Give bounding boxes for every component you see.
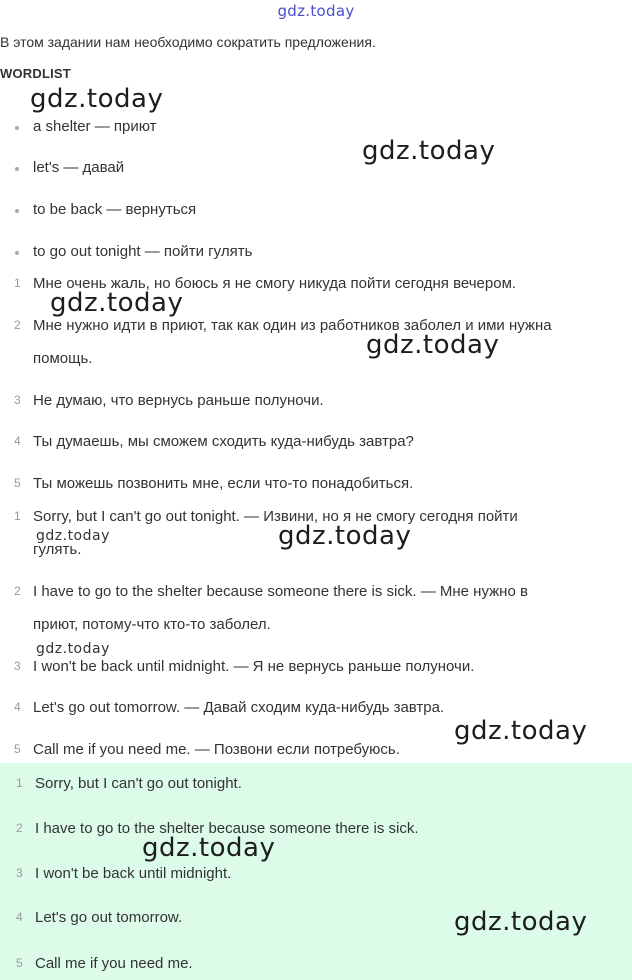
watermark: gdz.today: [36, 641, 110, 657]
watermark: gdz.today: [366, 330, 500, 360]
watermark: gdz.today: [454, 716, 588, 746]
wordlist-title: WORDLIST: [0, 66, 71, 81]
bullet-icon: [15, 251, 19, 255]
watermark: gdz.today: [454, 907, 588, 937]
bullet-icon: [15, 167, 19, 171]
bullet-icon: [15, 209, 19, 213]
site-watermark-header: gdz.today: [277, 2, 355, 20]
task-intro: В этом задании нам необходимо сократить предложения.: [0, 34, 376, 50]
watermark: gdz.today: [30, 84, 164, 114]
watermark: gdz.today: [36, 528, 110, 544]
watermark: gdz.today: [362, 136, 496, 166]
bullet-icon: [15, 126, 19, 130]
watermark: gdz.today: [50, 288, 184, 318]
watermark: gdz.today: [278, 521, 412, 551]
watermark: gdz.today: [142, 833, 276, 863]
answer-box: 1 Sorry, but I can't go out tonight. 2 I have to go to the shelter because someone there is sick. 3 I won't be back until midnight. 4 Let's go out tomorrow. 5 Call me if you need me.: [0, 763, 632, 980]
